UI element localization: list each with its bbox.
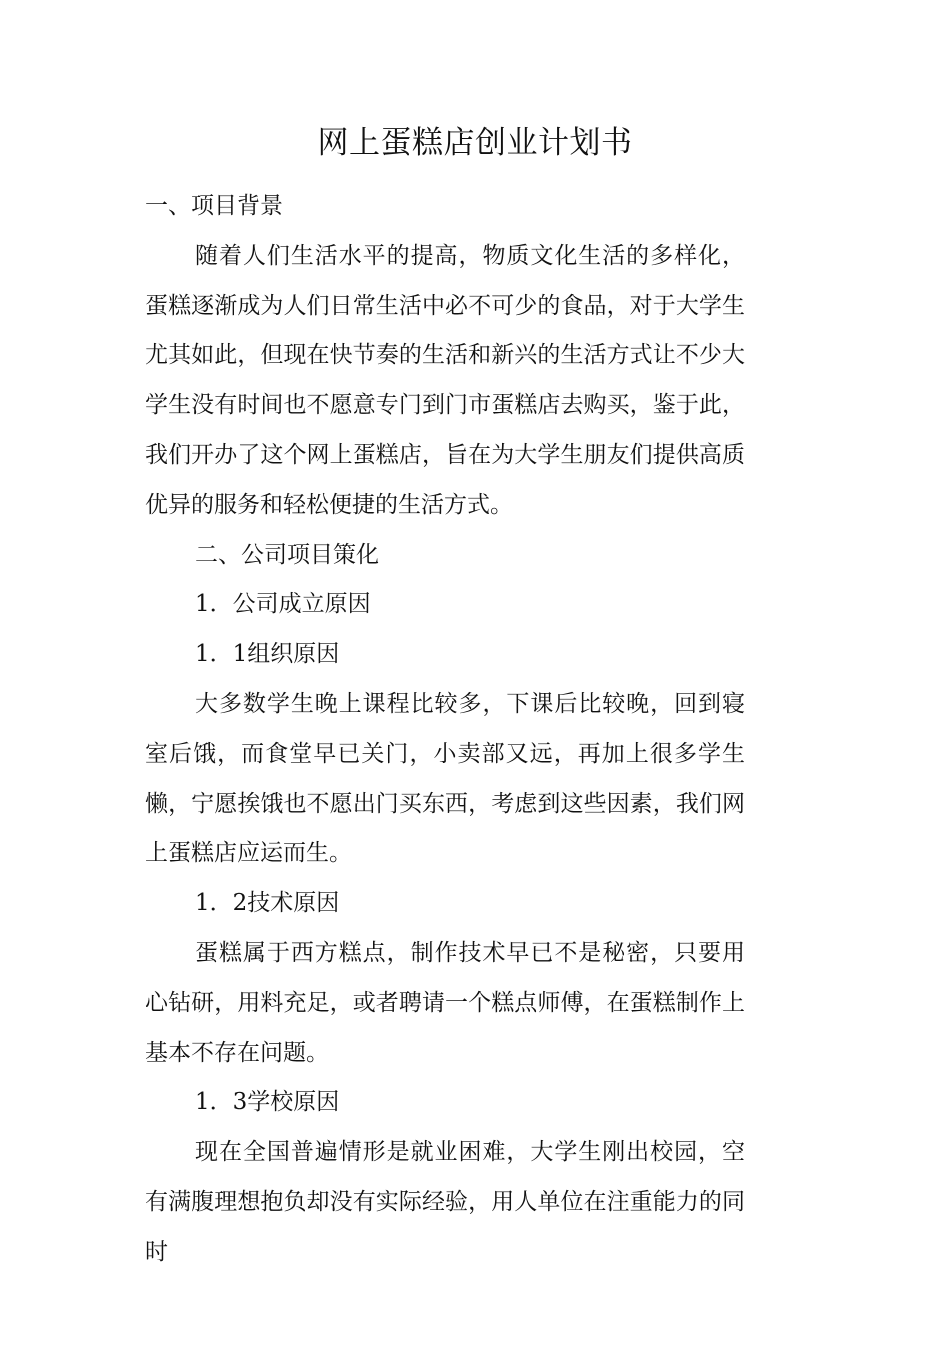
subsection-heading-organization: 1．1组织原因 <box>195 641 340 668</box>
subsection-heading-reasons: 1．公司成立原因 <box>195 591 371 618</box>
document-title: 网上蛋糕店创业计划书 <box>317 125 633 161</box>
school-paragraph: 现在全国普遍情形是就业困难，大学生刚出校园，空有满腹理想抱负却没有实际经验，用人单位在注重能力的同时 <box>145 1139 745 1265</box>
section-heading-planning: 二、公司项目策化 <box>195 541 379 568</box>
section-heading-background: 一、项目背景 <box>145 193 283 219</box>
subsection-heading-technology: 1．2技术原因 <box>195 890 340 917</box>
background-paragraph: 随着人们生活水平的提高，物质文化生活的多样化，蛋糕逐渐成为人们日常生活中必不可少的食品，对于大学生尤其如此，但现在快节奏的生活和新兴的生活方式让不少大学生没有时间也不愿意专门到门市蛋糕店去购买，鉴于此，我们开办了这个网上蛋糕店，旨在为大学生朋友们提供高质优异的服务和轻松便捷的生活方式。 <box>145 242 745 518</box>
subsection-heading-school: 1．3学校原因 <box>195 1089 340 1116</box>
technology-paragraph: 蛋糕属于西方糕点，制作技术早已不是秘密，只要用心钻研，用料充足，或者聘请一个糕点师傅，在蛋糕制作上基本不存在问题。 <box>145 939 745 1066</box>
organization-paragraph: 大多数学生晚上课程比较多，下课后比较晚，回到寝室后饿，而食堂早已关门，小卖部又远，再加上很多学生懒，宁愿挨饿也不愿出门买东西，考虑到这些因素，我们网上蛋糕店应运而生。 <box>145 690 745 867</box>
document-body <box>145 182 745 1278</box>
